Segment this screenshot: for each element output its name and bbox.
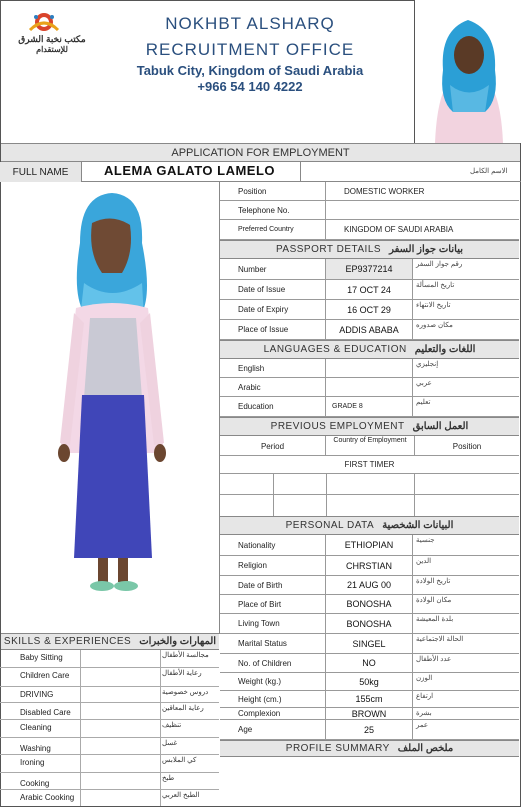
age-row (220, 720, 519, 740)
place-of-birth-label: Place of Birt (220, 595, 326, 613)
skill-label: Baby Sitting (20, 653, 63, 662)
header-photo (414, 0, 521, 143)
age-ar: عمر (412, 720, 519, 739)
arabic-value (326, 378, 412, 396)
weight-value: 50kg (359, 676, 379, 687)
passport-section-title (220, 240, 519, 259)
living-town-row (220, 614, 519, 634)
skill-label-ar: مجالسة الأطفال (162, 652, 209, 659)
telephone-label: Telephone No. (220, 201, 326, 219)
employment-grid (220, 474, 519, 516)
english-value (326, 359, 412, 377)
arabic-ar: عربي (412, 378, 519, 396)
marital-status-ar: الحالة الاجتماعية (412, 634, 519, 653)
logo-text-ar: مكتب نخبة الشرق (18, 34, 86, 44)
living-town-label: Living Town (220, 614, 326, 633)
expiry-date-ar: تاريخ الانتهاء (412, 300, 519, 319)
weight-ar: الوزن (412, 673, 519, 690)
country-header: Country of Employment (333, 437, 407, 444)
marital-status-row (220, 634, 519, 654)
languages-section-title (220, 340, 519, 359)
passport-title-ar: بيانات جواز السفر (389, 244, 463, 255)
nationality-label: Nationality (220, 535, 326, 555)
profile-summary-title (220, 740, 519, 757)
marital-status-label: Marital Status (220, 634, 326, 653)
expiry-date-value: 16 OCT 29 (347, 304, 391, 315)
arabic-label: Arabic (220, 378, 326, 396)
preferred-country-value: KINGDOM OF SAUDI ARABIA (344, 225, 454, 234)
position-header: Position (414, 436, 519, 456)
place-of-birth-ar: مكان الولادة (412, 595, 519, 613)
expiry-date-label: Date of Expiry (220, 300, 326, 319)
fullname-divider (300, 162, 301, 182)
place-of-birth-value: BONOSHA (346, 599, 392, 609)
education-value: GRADE 8 (332, 403, 363, 410)
profile-summary-title-ar: ملخص الملف (397, 743, 454, 754)
fullname-value: ALEMA GALATO LAMELO (104, 163, 276, 178)
passport-number-label: Number (220, 259, 326, 279)
skill-label: Children Care (20, 671, 70, 680)
skill-label: Cooking (20, 779, 50, 788)
skill-label-ar: كي الملابس (162, 757, 197, 764)
first-timer-text: FIRST TIMER (344, 460, 395, 469)
weight-row (220, 673, 519, 691)
personal-data-title (220, 516, 519, 535)
previous-employment-title (220, 417, 519, 436)
age-label: Age (220, 720, 326, 739)
company-logo (8, 8, 90, 58)
place-of-issue-row (220, 320, 519, 340)
employment-grid-col2 (326, 474, 327, 516)
religion-row (220, 556, 519, 576)
skill-row (0, 790, 219, 806)
preferred-country-label: Preferred Country (220, 220, 326, 239)
position-label: Position (220, 182, 326, 200)
religion-ar: الدين (412, 556, 519, 575)
issue-date-row (220, 280, 519, 300)
skill-label: Arabic Cooking (20, 793, 75, 802)
passport-title-en: PASSPORT DETAILS (275, 244, 382, 255)
complexion-label: Complexion (220, 708, 326, 719)
logo-subtext-ar: للإستقدام (36, 45, 68, 54)
languages-title-ar: اللغات والتعليم (414, 344, 476, 355)
employment-grid-col3 (414, 474, 415, 516)
place-of-issue-value: ADDIS ABABA (339, 324, 399, 335)
children-value: NO (362, 658, 376, 668)
company-name: NOKHBT ALSHARQ (165, 14, 335, 33)
skill-row (0, 738, 219, 755)
personal-data-title-ar: البيانات الشخصية (382, 520, 454, 531)
skill-label-ar: تنظيف (162, 722, 182, 729)
skill-label-ar: غسل (162, 740, 178, 747)
nationality-value: ETHIOPIAN (344, 540, 394, 550)
nationality-ar: جنسية (412, 535, 519, 555)
skill-row (0, 687, 219, 703)
height-row (220, 691, 519, 708)
english-ar: إنجليزي (412, 359, 519, 377)
profile-summary-body (220, 757, 519, 805)
issue-date-ar: تاريخ المسألة (412, 280, 519, 299)
position-row (220, 182, 519, 201)
education-row (220, 397, 519, 417)
fullname-row (0, 162, 521, 182)
height-label: Height (cm.) (220, 691, 326, 707)
living-town-ar: بلدة المعيشة (412, 614, 519, 633)
first-timer-row (220, 456, 519, 474)
application-title-text: APPLICATION FOR EMPLOYMENT (171, 146, 350, 159)
skill-label-ar: رعاية الأطفال (162, 670, 202, 677)
skill-label: Ironing (20, 758, 45, 767)
skill-row (0, 650, 219, 668)
skill-row (0, 755, 219, 773)
skill-row (0, 720, 219, 738)
education-label: Education (220, 397, 326, 416)
skills-title-ar: المهارات والخبرات (139, 636, 217, 647)
religion-value: CHRSTIAN (345, 560, 392, 571)
age-value: 25 (363, 724, 374, 735)
place-of-issue-ar: مكان صدوره (412, 320, 519, 339)
passport-number-row (220, 259, 519, 280)
fullbody-photo (2, 183, 218, 633)
education-ar: تعليم (412, 397, 519, 416)
marital-status-value: SINGEL (352, 638, 386, 649)
height-value: 155cm (355, 694, 383, 704)
skills-title (1, 633, 219, 650)
expiry-date-row (220, 300, 519, 320)
nationality-row (220, 535, 519, 556)
skill-row (0, 668, 219, 687)
issue-date-value: 17 OCT 24 (347, 284, 391, 295)
place-of-birth-row (220, 595, 519, 614)
place-of-issue-label: Place of Issue (220, 320, 326, 339)
issue-date-label: Date of Issue (220, 280, 326, 299)
children-ar: عدد الأطفال (412, 654, 519, 672)
office-city: Tabuk City, Kingdom of Saudi Arabia (136, 63, 364, 78)
previous-employment-title-en: PREVIOUS EMPLOYMENT (270, 421, 405, 432)
dob-ar: تاريخ الولادة (412, 576, 519, 594)
previous-employment-title-ar: العمل السابق (412, 421, 469, 432)
telephone-value (326, 201, 519, 219)
skill-label-ar: طبخ (162, 775, 175, 782)
profile-summary-title-en: PROFILE SUMMARY (285, 743, 390, 754)
religion-label: Religion (220, 556, 326, 575)
previous-employment-header (220, 436, 519, 456)
office-name: RECRUITMENT OFFICE (145, 40, 355, 59)
children-row (220, 654, 519, 673)
languages-title-en: LANGUAGES & EDUCATION (263, 344, 407, 355)
skill-label-ar: الطبخ العربي (162, 792, 200, 799)
employment-grid-line (220, 494, 519, 495)
dob-value: 21 AUG 00 (346, 580, 392, 590)
living-town-value: BONOSHA (346, 618, 392, 629)
english-label: English (220, 359, 326, 377)
period-header: Period (220, 436, 326, 456)
passport-number-ar: رقم جواز السفر (412, 259, 519, 279)
skill-label: Disabled Care (20, 708, 71, 717)
skill-label-ar: دروس خصوصية (162, 689, 209, 696)
english-row (220, 359, 519, 378)
weight-label: Weight (kg.) (220, 673, 326, 690)
employment-grid-col1 (273, 474, 274, 516)
skill-label: Washing (20, 744, 51, 753)
passport-number-value: EP9377214 (326, 259, 412, 279)
skill-label: Cleaning (20, 723, 52, 732)
skill-label: DRIVING (20, 690, 54, 699)
preferred-country-row (220, 220, 519, 240)
complexion-ar: بشرة (412, 708, 519, 719)
fullname-label-ar: الاسم الكامل (470, 168, 508, 175)
dob-row (220, 576, 519, 595)
skills-title-en: SKILLS & EXPERIENCES (3, 636, 132, 647)
personal-data-title-en: PERSONAL DATA (285, 520, 375, 531)
height-ar: ارتفاع (412, 691, 519, 707)
skill-label-ar: رعاية المعاقين (162, 705, 204, 712)
skill-row (0, 773, 219, 790)
complexion-row (220, 708, 519, 720)
telephone-row (220, 201, 519, 220)
position-value: DOMESTIC WORKER (344, 186, 425, 196)
skill-row (0, 703, 219, 720)
arabic-row (220, 378, 519, 397)
fullname-label: FULL NAME (0, 162, 82, 182)
application-title (1, 143, 520, 162)
complexion-value: BROWN (351, 708, 387, 719)
dob-label: Date of Birth (220, 576, 326, 594)
children-label: No. of Children (220, 654, 326, 672)
office-phone: +966 54 140 4222 (197, 79, 303, 94)
